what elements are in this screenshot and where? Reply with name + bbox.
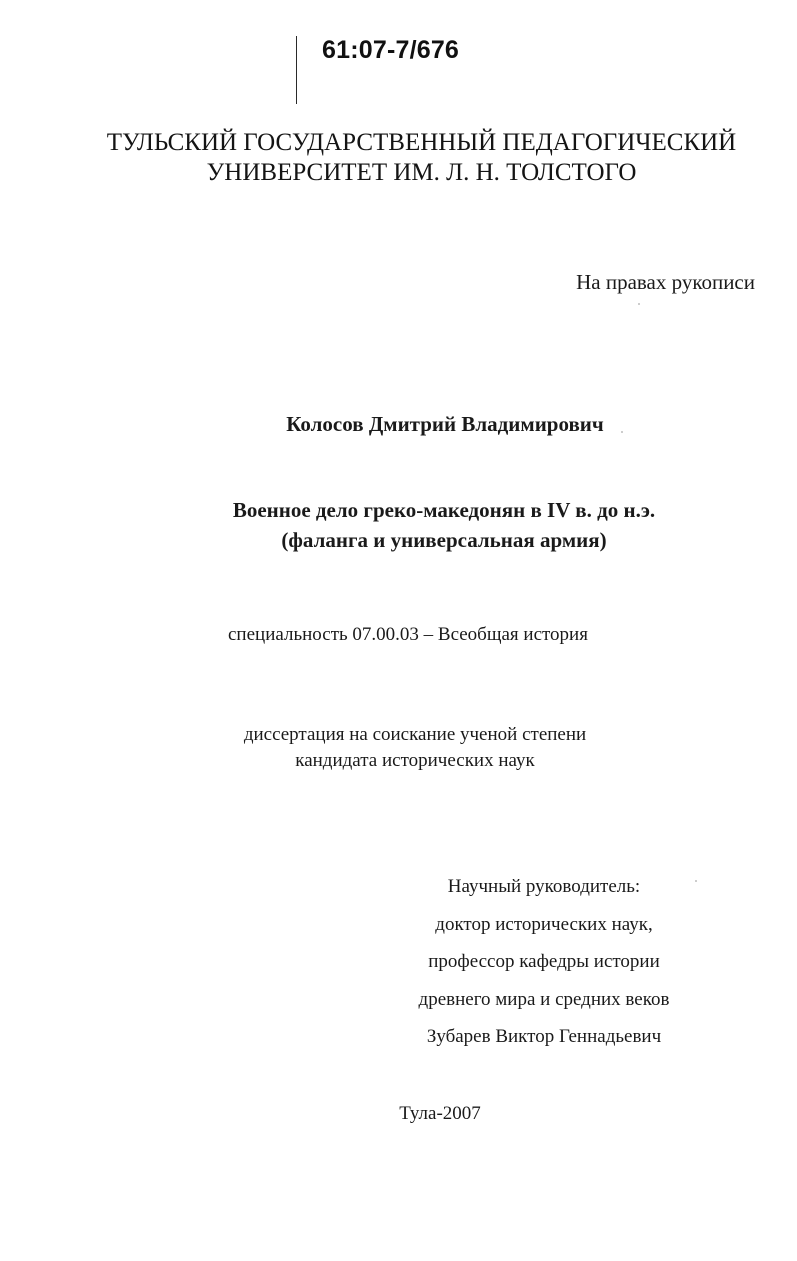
city-year: Тула-2007 <box>399 1103 481 1124</box>
manuscript-rights-note: На правах рукописи <box>576 270 755 294</box>
dissertation-title-line-2: (фаланга и универсальная армия) <box>281 528 607 552</box>
university-name <box>0 128 797 188</box>
supervisor-name: Зубарев Виктор Геннадьевич <box>426 1026 662 1047</box>
dissertation-title-line-1: Военное дело греко-македонян в IV в. до н.э. <box>232 498 656 522</box>
scan-speck <box>621 431 623 433</box>
author-name: Колосов Дмитрий Владимирович <box>286 412 604 436</box>
stamp-divider-line <box>296 36 297 104</box>
dissertation-title <box>0 495 797 555</box>
scan-speck <box>638 303 640 305</box>
supervisor-position-line-1: профессор кафедры истории <box>428 951 660 972</box>
university-name-line-2: УНИВЕРСИТЕТ ИМ. Л. Н. ТОЛСТОГО <box>206 159 637 186</box>
degree-statement <box>0 722 797 774</box>
degree-statement-line-2: кандидата исторических наук <box>295 750 535 771</box>
archive-code: 61:07-7/676 <box>322 36 460 64</box>
supervisor-degree: доктор исторических наук, <box>435 913 653 935</box>
scan-speck <box>695 880 697 882</box>
specialty: специальность 07.00.03 – Всеобщая история <box>228 624 588 645</box>
supervisor-block <box>400 868 688 1056</box>
university-name-line-1: ТУЛЬСКИЙ ГОСУДАРСТВЕННЫЙ ПЕДАГОГИЧЕСКИЙ <box>106 129 737 156</box>
degree-statement-line-1: диссертация на соискание ученой степени <box>243 724 587 745</box>
supervisor-heading: Научный руководитель: <box>447 876 641 897</box>
supervisor-position-line-2: древнего мира и средних веков <box>418 988 670 1010</box>
